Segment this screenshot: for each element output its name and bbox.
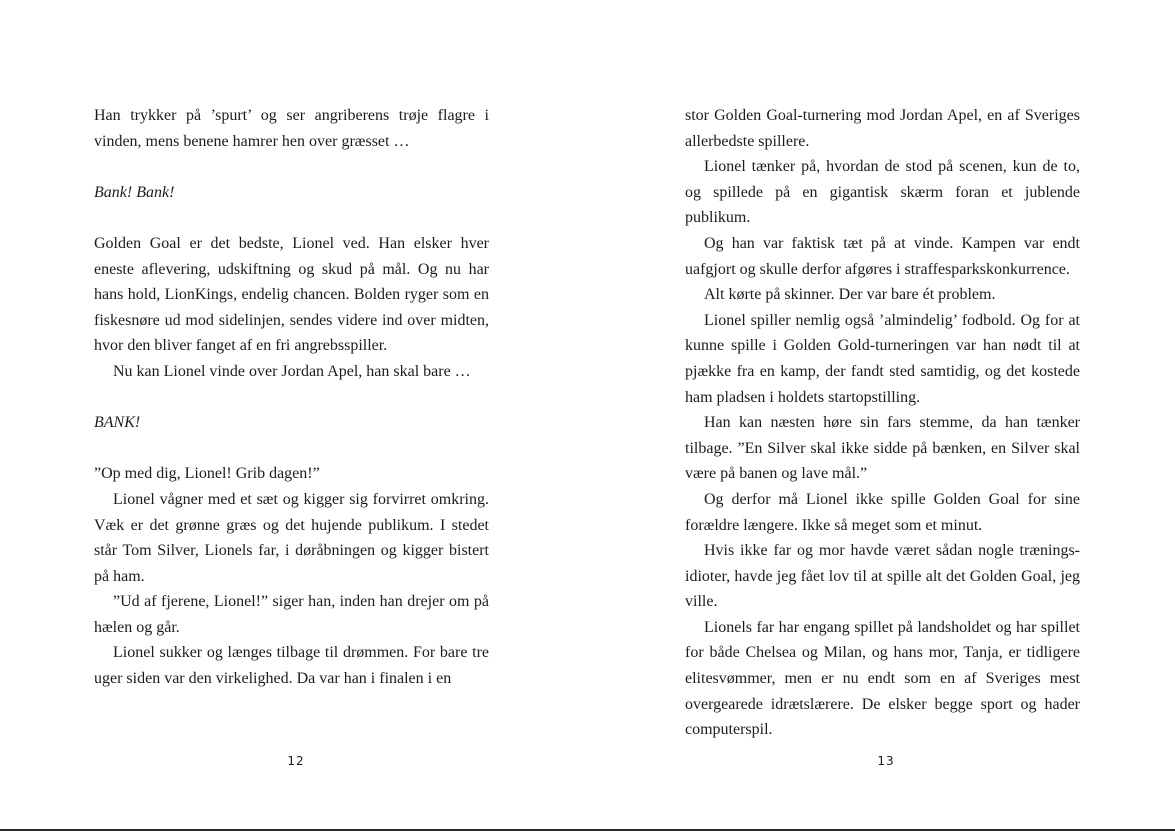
paragraph: Og han var faktisk tæt på at vinde. Kampen var endt uafgjort og skulle derfor afgøres i straffesparkskonkurrence.: [685, 234, 1080, 278]
paragraph: Hvis ikke far og mor havde været sådan nogle træningsidioter, havde jeg fået lov til at spille alt det Golden Goal, jeg ville.: [685, 542, 1080, 611]
paragraph: Alt kørte på skinner. Der var bare ét problem.: [704, 286, 996, 304]
paragraph: Lionel sukker og længes tilbage til drømmen. For bare tre uger siden var den virkelighed. Da var han i finalen i en: [94, 644, 489, 688]
paragraph: Lionel tænker på, hvordan de stod på scenen, kun de to, og spillede på en gigantisk skærm foran et jublende publikum.: [685, 158, 1080, 227]
page-number-left: 12: [287, 754, 305, 768]
paragraph: ”Op med dig, Lionel! Grib dagen!”: [94, 465, 320, 483]
paragraph: Lionel vågner med et sæt og kigger sig forvirret omkring. Væk er det grønne græs og det hujende publikum. I stedet står Tom Silver, Lionels far, i døråbningen og kigger bistert på ham.: [94, 490, 489, 585]
section-gap: [94, 436, 489, 462]
left-page: [94, 103, 489, 692]
paragraph: Han trykker på ’spurt’ og ser angriberens trøje flagre i vinden, mens benene hamrer hen over græsset …: [94, 107, 489, 150]
paragraph: Lionel spiller nemlig også ’almindelig’ fodbold. Og for at kunne spille i Golden Gold-turneringen var han nødt til at pjække fra en kamp, der fandt sted samtidig, og det kostede ham pladsen i holdets startopstilling.: [685, 311, 1080, 406]
section-gap: [94, 154, 489, 180]
page-number-right: 13: [877, 754, 895, 768]
paragraph: stor Golden Goal-turnering mod Jordan Apel, en af Sveriges allerbedste spillere.: [685, 107, 1080, 150]
paragraph: Lionels far har engang spillet på landsholdet og har spillet for både Chelsea og Milan, og hans mor, Tanja, er tidligere elitesvømmer, men er nu endt som en af Sveriges mest overgearede idrætslærere. De elsker begge sport og hader computerspil.: [685, 618, 1080, 739]
paragraph: Golden Goal er det bedste, Lionel ved. Han elsker hver eneste aflevering, udskiftning og skud på mål. Og nu har hans hold, LionKings, endelig chancen. Bolden ryger som en fiskesnøre ud mod sidelinjen, sendes videre ind over midten, hvor den bliver fanget af en fri angrebsspiller.: [94, 234, 489, 355]
paragraph: Og derfor må Lionel ikke spille Golden Goal for sine forældre længere. Ikke så meget som et minut.: [685, 490, 1080, 534]
section-gap: [94, 205, 489, 231]
paragraph-italic: BANK!: [94, 414, 141, 432]
paragraph: Nu kan Lionel vinde over Jordan Apel, han skal bare …: [113, 362, 471, 380]
bottom-divider: [0, 829, 1175, 831]
paragraph: ”Ud af fjerene, Lionel!” siger han, inden han drejer om på hælen og går.: [94, 593, 489, 636]
section-gap: [94, 385, 489, 411]
paragraph: Han kan næsten høre sin fars stemme, da han tænker tilbage. ”En Silver skal ikke sidde på bænken, en Silver skal være på banen og lave mål.”: [685, 414, 1080, 483]
right-page: [685, 103, 1080, 743]
paragraph-italic: Bank! Bank!: [94, 183, 175, 201]
